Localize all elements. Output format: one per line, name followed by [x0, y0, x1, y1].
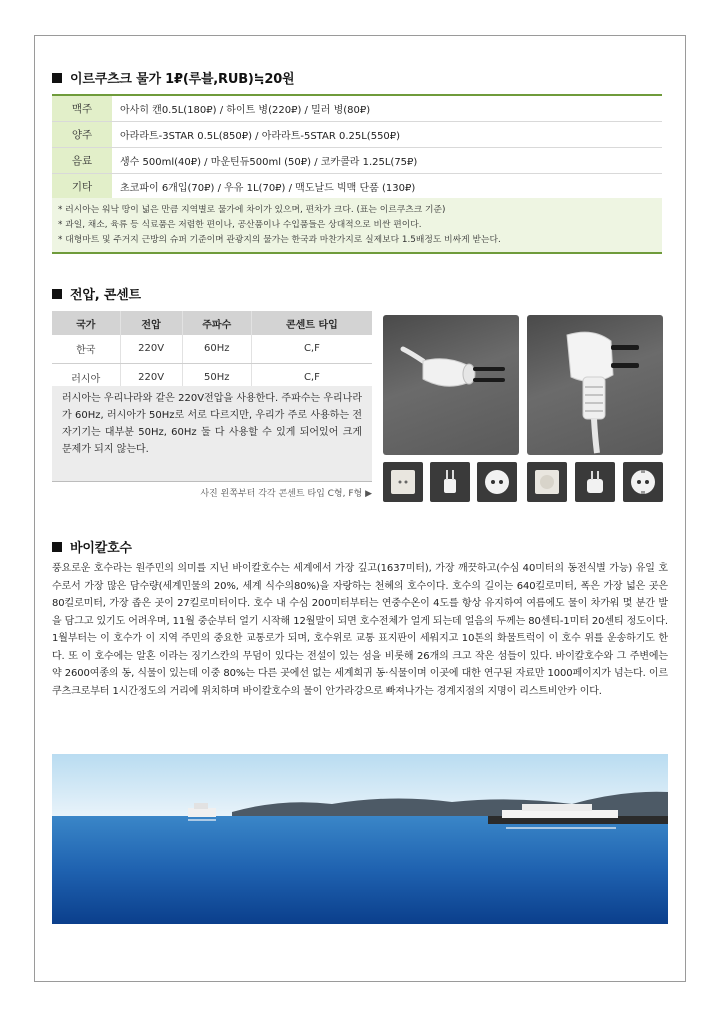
cell-frequency: 50Hz — [182, 363, 251, 391]
baikal-body-text: 풍요로운 호수라는 원주민의 의미를 지닌 바이칼호수는 세계에서 가장 깊고(1637미터), 가장 깨끗하고(수심 40미터의 동전식별 가능) 유일 호수로서 가장 많은 담수량(세계민물의 20%, 세계 식수의80%)을 자랑하는 천혜의 호수이다. 호수의 길이는 640킬로미터, 폭은 가장 넓은 곳은 80킬로미터, 가장 좁은 곳이 27킬로미터이다. 호수 내 수심 200미터부터는 연중수온이 4도를 항상 유지하여 여름에도 물이 차가워 몇 분간 발을 담그고 있기도 어려우며, 11월 중순부터 얼기 시작해 12월말이 되면 호수전체가 얼게 되는데 얼음의 두께는 80센티-1미터 20센티 정도이다. 1월부터는 이 호수가 이 지역 주민의 중요한 교통로가 되며, 호수위로 교통 표지판이 세워지고 10톤의 화물트럭이 이 호수 위를 운송하기도 한다. 또 이 호수에는 알혼 이라는 징기스칸의 무덤이 있다는 전설이 있는 섬을 비롯해 26개의 크고 작은 섬들이 있다. 바이칼호수와 그 주변에는 약 2600여종의 동, 식물이 있는데 이중 80%는 다른 곳에선 없는 세계희귀 동·식물이며 이곳에 대한 연구된 자료만 1000페이지가 넘는다. 이르쿠츠크로부터 1시간정도의 거리에 위치하며 바이칼호수의 물이 안가라강으로 빠져나가는 경계지점의 지명이 리스트비안카 이다. — [52, 563, 668, 697]
voltage-table — [52, 311, 372, 392]
price-table — [52, 94, 662, 200]
header-frequency: 주파수 — [182, 311, 251, 335]
type-f-plug-photo — [527, 315, 663, 455]
voltage-title-text: 전압, 콘센트 — [70, 288, 141, 303]
price-note: * 대형마트 및 주거지 근방의 슈퍼 기준이며 관광지의 물가는 한국과 마찬가지로 실제보다 1.5배정도 비싸게 받는다. — [58, 235, 501, 245]
type-f-socket-icon — [623, 462, 663, 502]
price-note: * 과일, 채소, 육류 등 식료품은 저렴한 편이나, 공산품이나 수입품들은 상대적으로 비싼 편이다. — [58, 220, 422, 230]
voltage-section-title — [52, 284, 141, 303]
type-c-plug-photo — [383, 315, 519, 455]
outlet-plate-f-icon — [527, 462, 567, 502]
outlet-plate-icon — [383, 462, 423, 502]
price-row — [52, 174, 662, 200]
lake-baikal-photo — [52, 754, 668, 924]
header-voltage: 전압 — [120, 311, 182, 335]
price-items: 생수 500ml(40₽) / 마운틴듀500ml (50₽) / 코카콜라 1.25L(75₽) — [120, 157, 418, 168]
voltage-table-header — [52, 311, 372, 335]
price-items: 아사히 캔0.5L(180₽) / 하이트 병(220₽) / 밀러 병(80₽) — [120, 105, 371, 116]
square-bullet-icon — [52, 289, 62, 299]
baikal-title-text: 바이칼호수 — [70, 541, 132, 556]
table-row — [52, 335, 372, 363]
price-notes — [52, 198, 662, 254]
cell-frequency: 60Hz — [182, 335, 251, 363]
prices-title-text: 이르쿠츠크 물가 1₽(루블,RUB)≒20원 — [70, 72, 295, 87]
square-bullet-icon — [52, 542, 62, 552]
cell-voltage: 220V — [120, 335, 182, 363]
baikal-section-title — [52, 537, 132, 556]
price-category: 기타 — [52, 174, 112, 199]
square-bullet-icon — [52, 73, 62, 83]
photo-caption: 사진 왼쪽부터 각각 콘센트 타입 C형, F형 ▶ — [200, 489, 372, 499]
price-note: * 러시아는 워낙 땅이 넓은 만큼 지역별로 물가에 차이가 있으며, 편차가 크다. (표는 이르쿠츠크 기준) — [58, 205, 446, 215]
price-items: 아라라트-3STAR 0.5L(850₽) / 아라라트-5STAR 0.25L(550₽) — [120, 131, 401, 142]
price-category: 음료 — [52, 148, 112, 173]
type-f-plug-small-icon — [575, 462, 615, 502]
type-f-plug-icon — [527, 315, 663, 455]
cell-outlet-type: C,F — [251, 335, 372, 363]
cell-country: 한국 — [52, 335, 120, 363]
prices-section-title — [52, 68, 294, 87]
cell-voltage: 220V — [120, 363, 182, 391]
header-country: 국가 — [52, 311, 120, 335]
type-c-socket-icon — [477, 462, 517, 502]
price-items: 초코파이 6개입(70₽) / 우유 1L(70₽) / 맥도날드 빅맥 단품 (130₽) — [120, 183, 416, 194]
type-c-plug-small-icon — [430, 462, 470, 502]
header-outlet-type: 콘센트 타입 — [251, 311, 372, 335]
price-row — [52, 122, 662, 148]
type-c-plug-icon — [383, 315, 519, 455]
price-category: 맥주 — [52, 96, 112, 121]
cell-outlet-type: C,F — [251, 363, 372, 391]
price-category: 양주 — [52, 122, 112, 147]
price-row — [52, 148, 662, 174]
cell-country: 러시아 — [52, 363, 120, 391]
voltage-description: 러시아는 우리나라와 같은 220V전압을 사용한다. 주파수는 우리나라가 60Hz, 러시아가 50Hz로 서로 다르지만, 우리가 주로 사용하는 전자기기는 대부분 50Hz, 60Hz 둘 다 사용할 수 있게 되어있어 크게 문제가 되지 않는다. — [52, 386, 372, 482]
price-row — [52, 96, 662, 122]
